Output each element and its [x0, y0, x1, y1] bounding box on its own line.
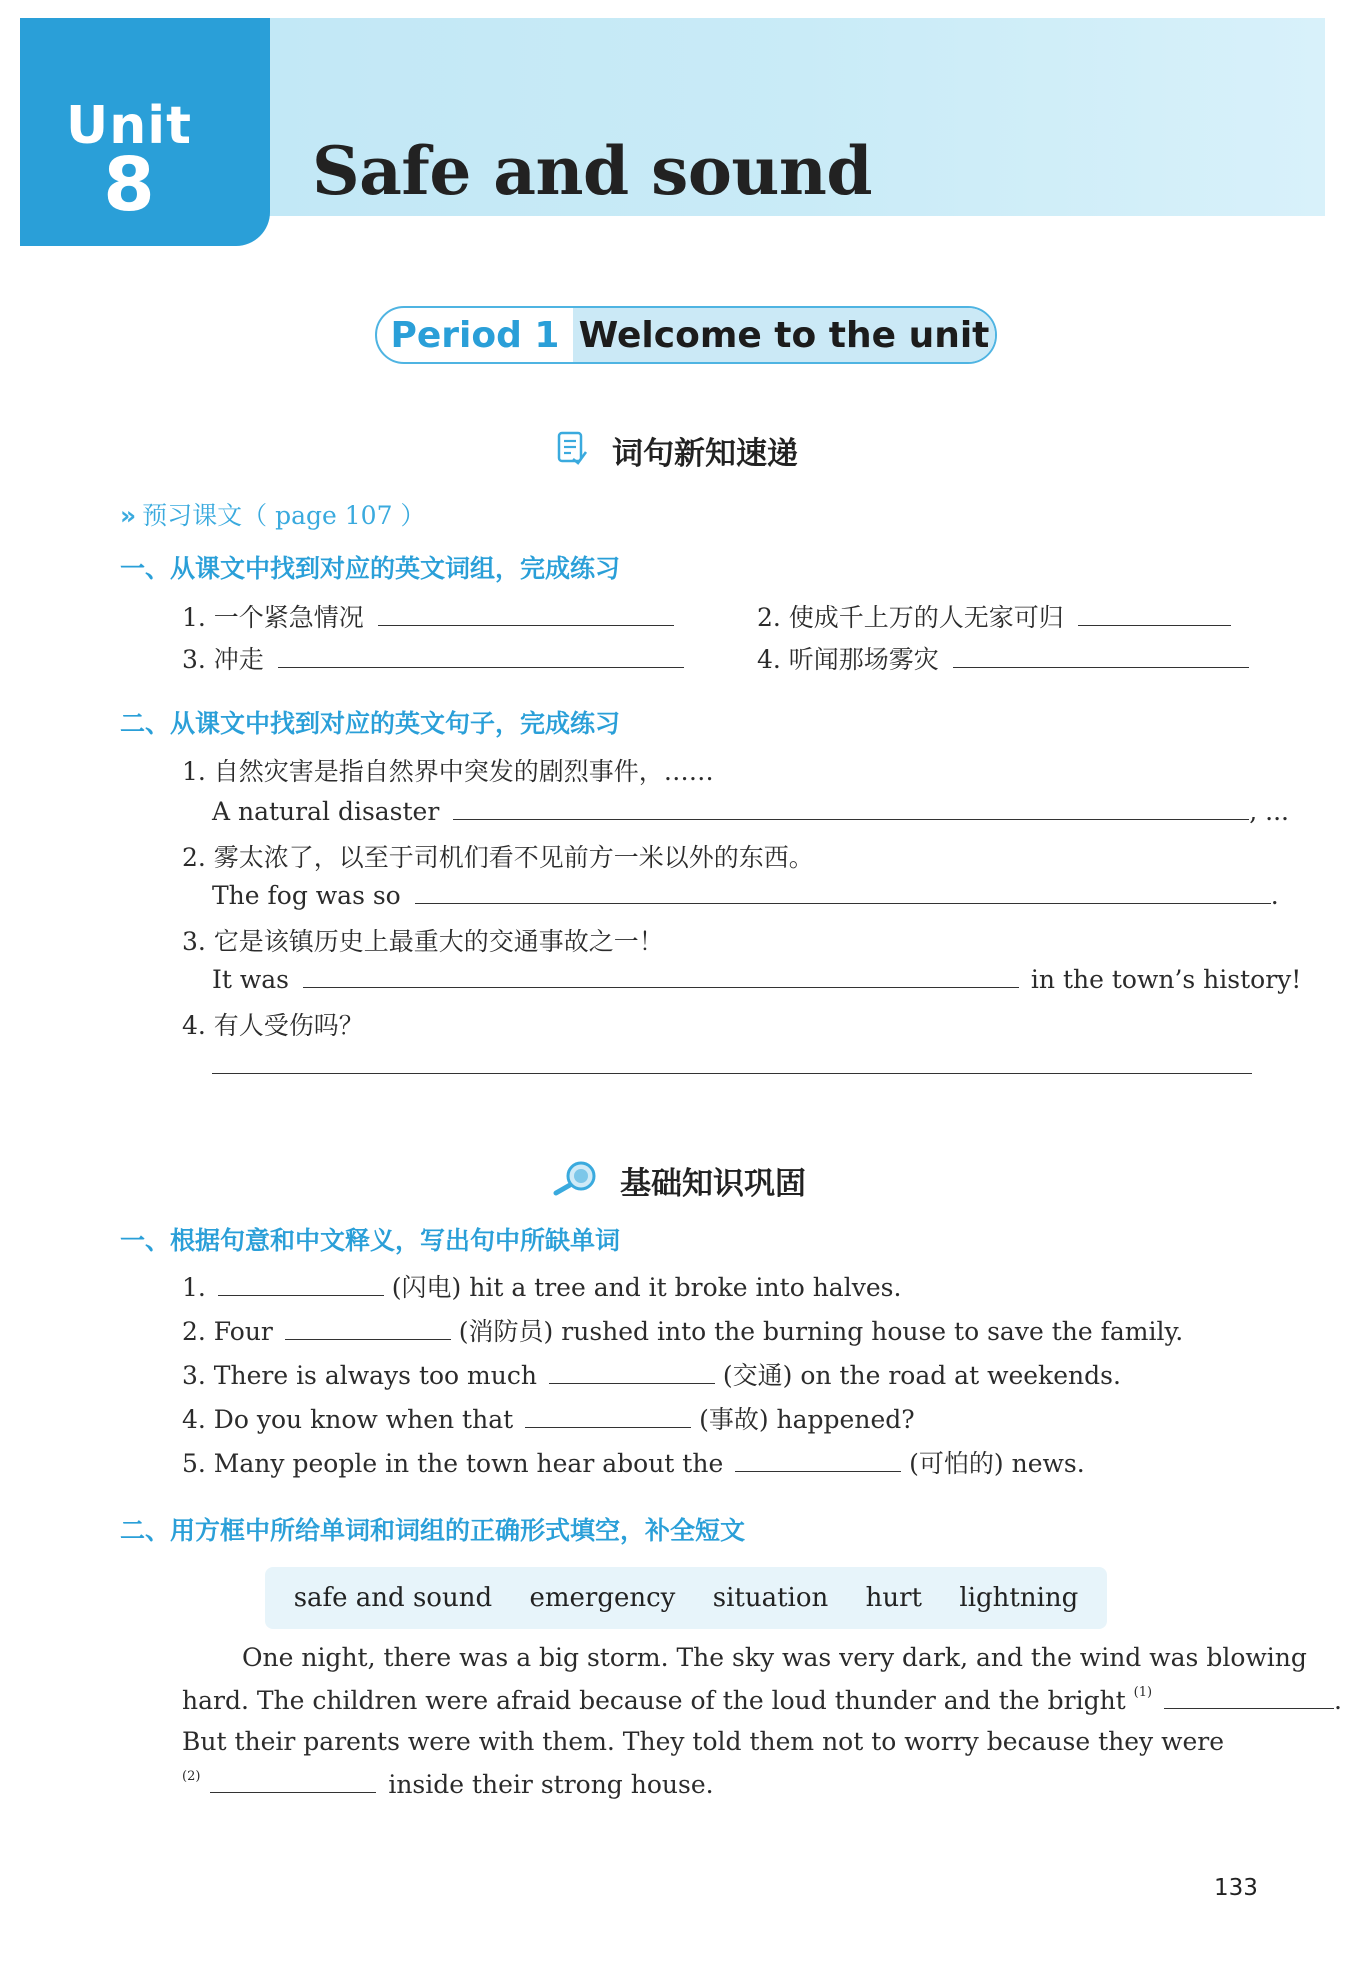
- word-option: lightning: [959, 1583, 1079, 1613]
- sentence-en: The fog was so .: [212, 881, 1279, 910]
- answer-blank[interactable]: [549, 1360, 715, 1384]
- unit-label: Unit: [66, 96, 192, 156]
- passage-line: hard. The children were afraid because of the loud thunder and the bright $^{(1)}$ .: [182, 1684, 1342, 1715]
- page-title: Safe and sound: [312, 132, 872, 210]
- answer-blank[interactable]: [303, 964, 1019, 988]
- exercise-item: 5. Many people in the town hear about the (可怕的) news.: [182, 1449, 1085, 1478]
- answer-blank[interactable]: [1078, 602, 1231, 626]
- word-option: emergency: [529, 1583, 676, 1613]
- blank-number: (2): [182, 1768, 201, 1784]
- answer-blank[interactable]: [1164, 1685, 1334, 1709]
- word-box: [265, 1567, 1107, 1629]
- exercise-item: 3. There is always too much (交通) on the road at weekends.: [182, 1361, 1121, 1390]
- phrase-item: 3. 冲走: [182, 640, 684, 676]
- passage-line: One night, there was a big storm. The sky was very dark, and the wind was blowing: [242, 1643, 1307, 1672]
- answer-blank[interactable]: [218, 1272, 384, 1296]
- passage-line: $^{(2)}$ inside their strong house.: [182, 1768, 714, 1799]
- preview-text: 预习课文（ page 107 ）: [142, 501, 426, 530]
- part-title: 二、用方框中所给单词和词组的正确形式填空，补全短文: [120, 1516, 746, 1545]
- part-title: 一、根据句意和中文释义，写出句中所缺单词: [120, 1226, 621, 1255]
- blank-number: (1): [1133, 1684, 1153, 1700]
- unit-badge: [20, 18, 270, 246]
- word-option: situation: [712, 1583, 829, 1613]
- answer-blank[interactable]: [735, 1448, 901, 1472]
- exercise-item: 1. (闪电) hit a tree and it broke into halves.: [182, 1273, 902, 1302]
- passage-line: But their parents were with them. They told them not to worry because they were: [182, 1727, 1225, 1756]
- section-heading-basics: 基础知识巩固: [620, 1166, 806, 1202]
- answer-blank[interactable]: [210, 1769, 376, 1793]
- answer-blank[interactable]: [525, 1404, 691, 1428]
- answer-blank[interactable]: [453, 796, 1249, 820]
- phrase-item: 4. 听闻那场雾灾: [757, 640, 1249, 676]
- page-number: 133: [1214, 1875, 1258, 1901]
- word-option: safe and sound: [293, 1583, 493, 1613]
- sentence-cn: 3. 它是该镇历史上最重大的交通事故之一！: [182, 927, 664, 956]
- answer-blank[interactable]: [278, 644, 684, 668]
- notepad-check-icon: [556, 430, 588, 466]
- preview-line: [120, 496, 425, 532]
- sentence-en: It was in the town’s history!: [212, 965, 1302, 994]
- answer-blank[interactable]: [378, 602, 674, 626]
- chevron-right-icon: »: [120, 501, 137, 530]
- magnifier-icon: [552, 1160, 602, 1196]
- phrase-item: 1. 一个紧急情况: [182, 598, 674, 634]
- exercise-item: 2. Four (消防员) rushed into the burning house to save the family.: [182, 1317, 1184, 1346]
- answer-blank[interactable]: [953, 644, 1249, 668]
- sentence-cn: 2. 雾太浓了，以至于司机们看不见前方一米以外的东西。: [182, 843, 814, 872]
- period-title: Welcome to the unit: [573, 308, 995, 362]
- sentence-cn: 4. 有人受伤吗？: [182, 1011, 364, 1040]
- part-title: 二、从课文中找到对应的英文句子，完成练习: [120, 709, 621, 738]
- section-heading-vocabulary: 词句新知速递: [612, 436, 798, 472]
- unit-number: 8: [103, 142, 155, 228]
- answer-blank[interactable]: [285, 1316, 451, 1340]
- exercise-item: 4. Do you know when that (事故) happened?: [182, 1405, 915, 1434]
- sentence-en: [212, 1050, 1252, 1080]
- answer-blank[interactable]: [415, 880, 1271, 904]
- word-option: hurt: [865, 1583, 922, 1613]
- period-pill: [375, 306, 997, 364]
- phrase-item: 2. 使成千上万的人无家可归: [757, 598, 1231, 634]
- sentence-en: A natural disaster , ...: [212, 797, 1289, 826]
- answer-blank[interactable]: [212, 1050, 1252, 1074]
- sentence-cn: 1. 自然灾害是指自然界中突发的剧烈事件，……: [182, 757, 714, 786]
- period-label: Period 1: [390, 314, 560, 356]
- part-title: 一、从课文中找到对应的英文词组，完成练习: [120, 554, 621, 583]
